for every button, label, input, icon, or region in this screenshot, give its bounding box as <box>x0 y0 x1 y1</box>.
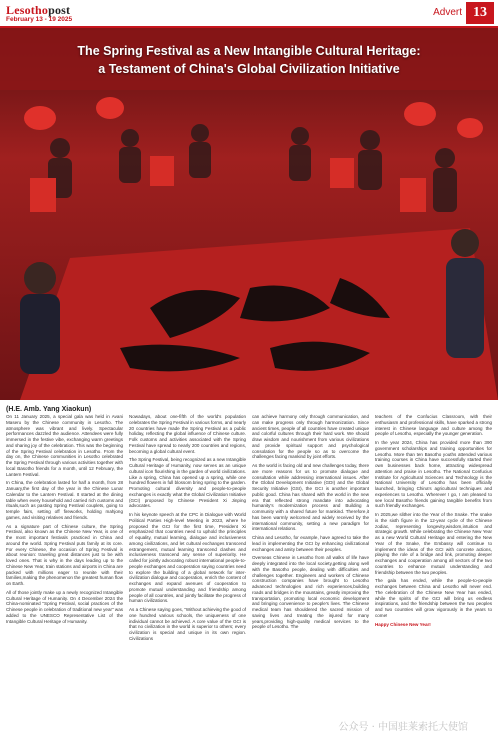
paragraph: In the year 2024, China has provided more than 390 government scholarships and training opportunities for Lesotho. More than ten Basotho youths attended various training courses in China have successfully started their own businesses back home, attracting widespread attention and praise in Lesotho. The National Confucius Institute for Agricultural Sciences and Technology is the National University of Lesotho has been officially launched, bringing China's agricultural techniques and experiences to Lesotho. Wherever I go, I am pleased to see local Basotho friends gaining tangible benefits from such friendly exchanges. <box>375 440 492 509</box>
paragraph: In China, the celebration lasted for half a month, from 28 January,the first day of the year in the Chinese Lunar Calendar to the Lantern Festival. It started at the dining table when every household and carried rich customs and rituals,such as pasting Spring Festival couplets, going to temple fairs, setting off fireworks, holding mahjong games, and visiting relatives and friends. <box>6 480 123 520</box>
paragraph: can achieve harmony only through communication, and can make progress only through harmonization. Since ancient times, people of all countries have created unique and colorful cultures through their hard work. We should draw wisdom and nourishment from various civilizations and provide spiritual support and psychological consolation for the people so as to overcome the challenges facing mankind by joint efforts. <box>252 414 369 460</box>
watermark: 公众号 · 中国驻莱索托大使馆 <box>338 722 468 733</box>
title-line-2: a Testament of China's Global Civilization Initiative <box>98 62 400 76</box>
paragraph: As the world is facing old and new challenges today, there are more reasons for us to promote dialogue and consultation while addressing international issues. After the Global Development Initiative (GDI) and the Global Security Initiative (GSI), the GCI is another important public good. China has shared with the world in the new era that reflected strong mandate into advocating humanity's modernization process and Building a community with a shared future for mankind. Therefore,it has been warmly welcomed and widely received by the international community, setting a new paradigm for international relations. <box>252 463 369 532</box>
paragraph: China and Lesotho, for example, have agreed to take the lead in implementing the GCI by enhancing civilizational exchanges and amity between their peoples. <box>252 535 369 552</box>
child-figure <box>20 262 60 374</box>
column-3 <box>252 414 369 734</box>
hero-photo <box>0 28 498 400</box>
column-1 <box>6 414 123 734</box>
publication-date: February 13 - 19 2025 <box>6 16 73 23</box>
byline: (H.E. Amb. Yang Xiaokun) <box>6 406 92 413</box>
brand-tail: post <box>48 3 71 17</box>
column-2 <box>129 414 246 734</box>
article-title <box>0 42 498 78</box>
paragraph: In his keynote speech at the CPC in Dialogue with World Political Parties High-level Meeting in 2023, where he proposed the GCI for the first time, President Xi emphasized that countries need to uphold the principles of equality, mutual learning, dialogue and inclusiveness among civilizations, and let cultural exchanges transcend estrangement, mutual learning transcend clashes and inclusiveness transcend any sense of superiority. He called for jointly advocating robust international people-to-people exchanges and cooperation saying countries need to explore the building of a global network for inter-civilization dialogue and cooperation, enrich the content of exchanges and expand avenues of cooperation to promote mutual understanding and friendship among people of all countries, and jointly facilitate the progress of human civilizations. <box>129 512 246 604</box>
column-4 <box>375 414 492 734</box>
masthead <box>0 0 498 28</box>
paragraph: The gala has ended, while the people-to-people exchanges between China and Lesotho will never end. The celebration of the Chinese New Year has ended, while the spirits of the GCI will bring us endless inspirations, and the friendship between the two peoples and two countries will grow vigorously in the years to come! <box>375 578 492 618</box>
page-number: 13 <box>466 2 494 24</box>
section-label: Advert <box>433 7 462 18</box>
paragraph: Nowadays, about one-fifth of the world's population celebrates the Spring Festival in various forms, and nearly 20 countries have made the Spring Festival as a public holiday, reflecting the global influence of Chinese culture. Folk customs and activities associated with the Spring Festival have spread to nearly 200 countries and regions, becoming a global cultural event. <box>129 414 246 454</box>
paragraph: On 11 January 2025, a special gala was held in Avani Maseru by the Chinese community in Lesotho. The atmosphere was vibrant and lively. Spectacular performances dazzled the audience. Attendees were fully immersed in the festive vibe, exchanging warm greetings and sharing joy of the celebration. This was the beginning of the Spring Festival celebration in Lesotho. From the day on, the Chinese communities in Lesotho celebrated the Spring Festival through various activities together with local Basotho friends for a month, until 12 February, the Lantern Festival. <box>6 414 123 477</box>
paragraph: teachers of the Confucius Classroom, with their enthusiasm and professional skills, have sparked a strong interest in Chinese language and culture among the people of Lesotho, especially the younger generation. <box>375 414 492 437</box>
paragraph: As a signature part of Chinese culture, the Spring Festival, also known as the Chinese New Year, is one of the most important festivals practiced in China and around the world. Spring Festival puts family at its core. For every Chinese, the occasion of Spring Festival is about reunion: traveling great distances just to be with loved ones. That is why in the days leading up to the Chinese New Year, train stations and airports in China are packed with millions eager to reunite with their families,making the phenomenon the greatest human flow on Earth. <box>6 523 123 586</box>
paragraph: As a Chinese saying goes, "Without achieving the good of one hundred various schools, the uniqueness of one individual cannot be achieved. A core value of the GCI is that no civilization in the world is superior to others; every civilization is special and unique in its own region. Civilizations <box>129 607 246 641</box>
brand-lead: Lesotho <box>6 3 49 17</box>
article-body <box>6 414 492 734</box>
paragraph: In 2025,we slither into the Year of the Snake. The snake is the sixth figure in the 12-year cycle of the Chinese zodiac, representing longevity,wisdom,intuition and strategic growth. While celebrating the Chinese New Year as a new World Cultural Heritage and entering the New Year of the Snake, the Embassy will continue to implement the ideas of the GCI with concrete actions, playing the role of a bridge and link, promoting deeper exchanges and cooperation among all sectors of the two countries to enhance mutual understanding and friendship between the two peoples. <box>375 512 492 575</box>
title-line-1: The Spring Festival as a New Intangible Cultural Heritage: <box>77 44 421 58</box>
hero-illustration <box>0 28 498 400</box>
paragraph: Overseas Chinese in Lesotho from all walks of life have deeply integrated into the local society,getting along well with the Basotho people, dealing with difficulties and challenges together. Engineers and workers of Chinese construction companies have brought to Lesotho advanced technologies and rich experiences,building roads and bridges in the mountains, greatly improving the transportation, promoting local economic development and bringing convenience to people's lives. The Chinese medical team has shouldered the sacred mission of saving lives and treating the injured for many years,providing high-quality medical services to the people of Lesotho. The <box>252 555 369 630</box>
closing-line: Happy Chinese New Year! <box>375 621 431 627</box>
paragraph: The Spring Festival, being recognized as a new Intangible Cultural Heritage of Humanity, now serves as an unique cultural icon flourishing in the garden of world civilizations. Like a spring, China has opened up a spring, while one hundred flowers in full blossom bring spring to the garden. Promoting cultural diversity and people-to-people exchanges is exactly what the Global Civilization Initiative (GCI) proposed by Chinese President Xi Jinping advocates. <box>129 457 246 509</box>
paragraph: All of those jointly make up a newly recognized Intangible Cultural Heritage of Humanity. On 4 December 2024 the China-nominated "Spring Festival, social practices of the Chinese people in celebration of traditional new year" was added to the UNESCO Representative List of the Intangible Cultural Heritage of Humanity. <box>6 589 123 624</box>
